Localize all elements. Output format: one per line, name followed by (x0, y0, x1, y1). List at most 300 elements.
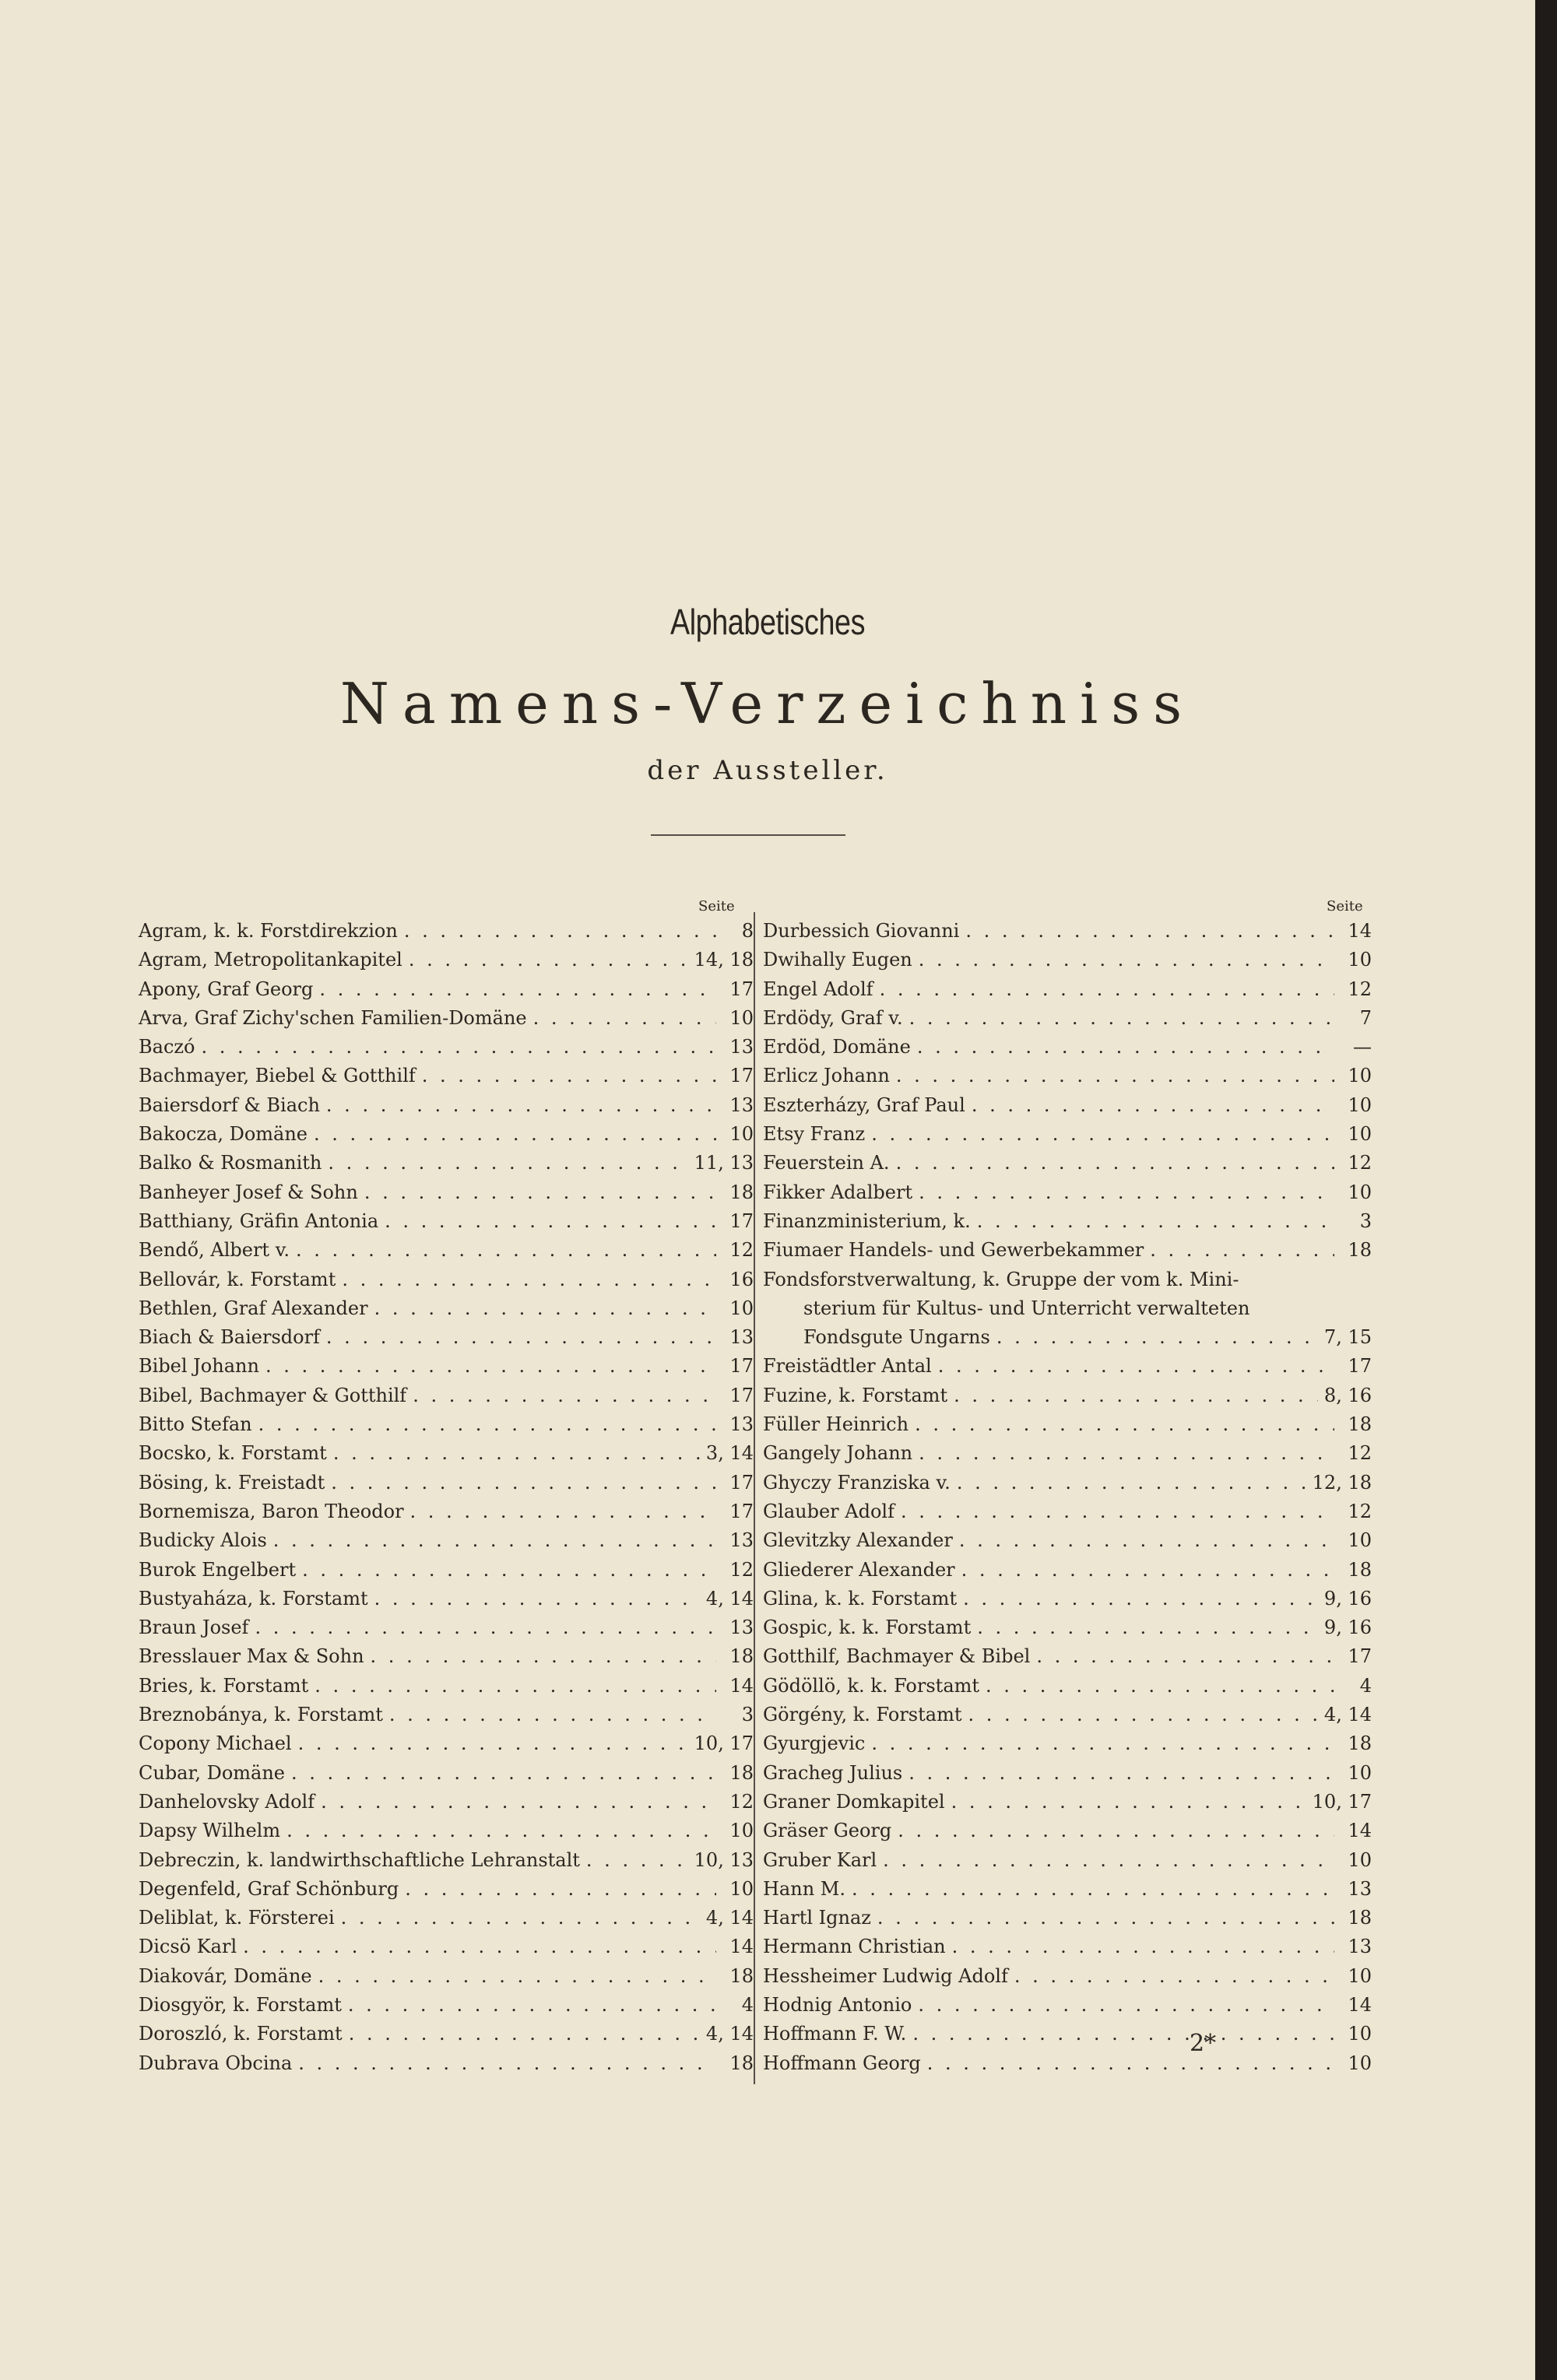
leader-dots (919, 1178, 1334, 1207)
index-entry (139, 1556, 754, 1585)
entry-page: 9, 16 (1323, 1587, 1372, 1609)
index-entry (763, 1004, 1372, 1033)
entry-page: 12 (1348, 1500, 1372, 1522)
leader-dots (255, 1613, 716, 1642)
index-entry (139, 1178, 754, 1207)
leader-dots (954, 1381, 1318, 1410)
entry-name: Bocsko, k. Forstamt (139, 1442, 327, 1465)
entry-page: 12 (729, 1239, 754, 1262)
entry-name: Erdöd, Domäne (763, 1036, 911, 1058)
index-entry (763, 1323, 1372, 1352)
entry-page: 10 (1348, 1761, 1372, 1784)
leader-dots (321, 1788, 716, 1817)
entry-name: Baczó (139, 1036, 195, 1058)
entry-name: Bitto Stefan (139, 1413, 252, 1436)
entry-name: Fondsgute Ungarns (803, 1326, 990, 1349)
entry-name: Görgény, k. Forstamt (763, 1704, 962, 1726)
index-entry (139, 2020, 754, 2048)
index-entry (139, 1381, 754, 1410)
entry-name: Bakocza, Domäne (139, 1123, 308, 1146)
left-seite-header: Seite (698, 898, 735, 914)
index-entry (763, 1556, 1372, 1585)
entry-name: Gödöllö, k. k. Forstamt (763, 1674, 980, 1697)
title-subline: der Aussteller. (647, 755, 888, 786)
entry-page: 14 (729, 1674, 754, 1697)
entry-name: Copony Michael (139, 1732, 292, 1755)
leader-dots (996, 1323, 1318, 1352)
leader-dots (302, 1556, 716, 1585)
entry-page: 18 (1348, 1732, 1372, 1755)
leader-dots (243, 1932, 716, 1961)
entry-name: Degenfeld, Graf Schönburg (139, 1877, 399, 1900)
entry-name: Bethlen, Graf Alexander (139, 1297, 368, 1319)
entry-page: 13 (729, 1617, 754, 1639)
entry-page: 10 (1348, 1529, 1372, 1552)
title-rule (651, 834, 845, 836)
leader-dots (314, 1120, 716, 1149)
entry-name: Bustyaháza, k. Forstamt (139, 1587, 368, 1609)
entry-page: 18 (729, 1964, 754, 1987)
entry-name: Cubar, Domäne (139, 1761, 286, 1784)
entry-name: Dicsö Karl (139, 1936, 237, 1958)
index-entry (139, 1323, 754, 1352)
index-entry (139, 917, 754, 946)
entry-page: 10, 17 (694, 1732, 754, 1755)
entry-name: Engel Adolf (763, 978, 873, 1000)
entry-page: 13 (729, 1036, 754, 1058)
index-entry (139, 1759, 754, 1788)
index-entry (139, 1904, 754, 1932)
entry-page: 17 (729, 1384, 754, 1406)
index-entry (139, 1294, 754, 1323)
entry-page: 10 (729, 1006, 754, 1029)
entry-page: 10 (1348, 1123, 1372, 1146)
leader-dots (957, 1469, 1306, 1497)
entry-page: 3, 14 (705, 1442, 754, 1465)
right-column (763, 917, 1372, 2078)
leader-dots (201, 1033, 716, 1062)
entry-name: Gangely Johann (763, 1442, 913, 1465)
leader-dots (286, 1817, 716, 1845)
leader-dots (326, 1323, 716, 1352)
leader-dots (919, 1439, 1334, 1468)
index-entry (139, 1846, 754, 1875)
entry-name: Hessheimer Ludwig Adolf (763, 1964, 1008, 1987)
index-entry (139, 1672, 754, 1701)
leader-dots (405, 1875, 716, 1904)
entry-page: 4, 14 (1323, 1704, 1372, 1726)
entry-name: Glina, k. k. Forstamt (763, 1587, 958, 1609)
index-entry (139, 1875, 754, 1904)
index-entry (763, 1788, 1372, 1817)
entry-name: Hodnig Antonio (763, 1993, 912, 2016)
leader-dots (331, 1469, 716, 1497)
leader-dots (296, 1236, 716, 1265)
leader-dots (901, 1497, 1334, 1526)
right-seite-header: Seite (1327, 898, 1363, 914)
entry-name: Breznobánya, k. Forstamt (139, 1704, 383, 1726)
index-entry (139, 1701, 754, 1729)
index-entry (763, 1817, 1372, 1845)
entry-page: 10 (1348, 949, 1372, 971)
index-entry (139, 1991, 754, 2020)
entry-page: 7, 15 (1323, 1326, 1372, 1349)
leader-dots (385, 1207, 716, 1236)
leader-dots (315, 1672, 716, 1701)
index-entry (763, 1091, 1372, 1120)
entry-page: 14 (1348, 920, 1372, 942)
entry-page: 10 (1348, 1848, 1372, 1871)
column-divider (754, 912, 755, 2084)
leader-dots (968, 1701, 1317, 1729)
entry-page: 12 (1348, 1152, 1372, 1174)
entry-name: Füller Heinrich (763, 1413, 909, 1436)
entry-name: Batthiany, Gräfin Antonia (139, 1209, 379, 1232)
entry-name: Deliblat, k. Försterei (139, 1907, 335, 1929)
entry-page: 10 (729, 1877, 754, 1900)
entry-name: Gräser Georg (763, 1820, 892, 1842)
entry-page: 12 (729, 1558, 754, 1581)
entry-name: Gyurgjevic (763, 1732, 866, 1755)
leader-dots (404, 917, 716, 946)
entry-page: 17 (729, 1471, 754, 1494)
leader-dots (319, 975, 716, 1004)
index-entry (139, 1149, 754, 1178)
leader-dots (374, 1294, 716, 1323)
leader-dots (919, 946, 1334, 974)
index-entry (139, 1062, 754, 1090)
entry-page: 17 (1348, 1355, 1372, 1378)
entry-page: 10 (729, 1297, 754, 1319)
leader-dots (977, 1207, 1334, 1236)
entry-name: Hermann Christian (763, 1936, 946, 1958)
leader-dots (896, 1149, 1334, 1178)
leader-dots (917, 1033, 1334, 1062)
entry-name: Danhelovsky Adolf (139, 1790, 315, 1813)
leader-dots (909, 1004, 1334, 1033)
entry-page: 14 (729, 1936, 754, 1958)
entry-page: 10 (1348, 1065, 1372, 1087)
entry-page: 18 (1348, 1558, 1372, 1581)
entry-page: 12 (1348, 1442, 1372, 1465)
entry-page: 4, 14 (705, 2023, 754, 2045)
leader-dots (273, 1526, 716, 1555)
entry-page: 7 (1359, 1006, 1372, 1029)
entry-page: 10 (1348, 1964, 1372, 1987)
leader-dots (364, 1178, 716, 1207)
index-entry (139, 1236, 754, 1265)
entry-name: Gruber Karl (763, 1848, 877, 1871)
entry-page: 11, 13 (694, 1152, 754, 1174)
index-entry (139, 1469, 754, 1497)
left-column (139, 917, 754, 2078)
leader-dots (298, 2049, 716, 2078)
entry-name: Doroszló, k. Forstamt (139, 2023, 343, 2045)
leader-dots (871, 1120, 1334, 1149)
leader-dots (986, 1672, 1334, 1701)
page-edge (1535, 0, 1557, 2380)
entry-name: Gospic, k. k. Forstamt (763, 1617, 972, 1639)
leader-dots (909, 1759, 1334, 1788)
entry-page: 18 (729, 1761, 754, 1784)
leader-dots (1245, 1265, 1365, 1294)
index-entry (139, 1033, 754, 1062)
entry-name: Dapsy Wilhelm (139, 1820, 281, 1842)
entry-page: 10 (1348, 1093, 1372, 1116)
entry-name: Bendő, Albert v. (139, 1239, 290, 1262)
entry-page: 16 (729, 1268, 754, 1290)
entry-page: 13 (1348, 1877, 1372, 1900)
entry-name: Hoffmann F. W. (763, 2023, 907, 2045)
leader-dots (871, 1729, 1334, 1758)
entry-page: 10 (729, 1820, 754, 1842)
leader-dots (1150, 1236, 1334, 1265)
leader-dots (410, 1497, 716, 1526)
leader-dots (951, 1788, 1306, 1817)
leader-dots (952, 1932, 1334, 1961)
entry-page: 10 (1348, 2052, 1372, 2074)
entry-page: 18 (729, 1181, 754, 1203)
index-entry (139, 1526, 754, 1555)
leader-dots (961, 1556, 1334, 1585)
leader-dots (291, 1759, 716, 1788)
entry-name: Diosgyör, k. Forstamt (139, 1993, 342, 2016)
entry-name: Hann M. (763, 1877, 845, 1900)
entry-name: Durbessich Giovanni (763, 920, 960, 942)
entry-page: 18 (729, 2052, 754, 2074)
leader-dots (371, 1642, 716, 1671)
leader-dots (333, 1439, 700, 1468)
entry-name: Graner Domkapitel (763, 1790, 945, 1813)
entry-page: 17 (729, 1355, 754, 1378)
entry-name: Etsy Franz (763, 1123, 866, 1146)
leader-dots (533, 1004, 716, 1033)
leader-dots (927, 2049, 1334, 2078)
entry-page: 18 (1348, 1413, 1372, 1436)
entry-page: 13 (729, 1413, 754, 1436)
leader-dots (326, 1091, 716, 1120)
entry-page: 4, 14 (705, 1907, 754, 1929)
entry-page: 10 (729, 1123, 754, 1146)
entry-name: Erdödy, Graf v. (763, 1006, 903, 1029)
entry-page: 18 (1348, 1907, 1372, 1929)
index-entry (763, 1352, 1372, 1381)
index-entry (139, 1207, 754, 1236)
entry-name: Ghyczy Franziska v. (763, 1471, 951, 1494)
index-entry (763, 1120, 1372, 1149)
index-entry (763, 1846, 1372, 1875)
leader-dots (852, 1875, 1334, 1904)
subtitle: Alphabetisches (670, 602, 866, 642)
entry-name: Fondsforstverwaltung, k. Gruppe der vom k. Mini- (763, 1268, 1239, 1290)
index-entry (139, 1497, 754, 1526)
entry-page: 13 (729, 1326, 754, 1349)
index-entry (139, 1613, 754, 1642)
leader-dots (915, 1410, 1334, 1439)
index-entry (763, 1875, 1372, 1904)
entry-name: Biach & Baiersdorf (139, 1326, 320, 1349)
leader-dots (298, 1729, 688, 1758)
entry-name: Feuerstein A. (763, 1152, 890, 1174)
index-entry (763, 1991, 1372, 2020)
index-entry (763, 1207, 1372, 1236)
entry-page: 8 (741, 920, 754, 942)
entry-name: Agram, k. k. Forstdirekzion (139, 920, 398, 942)
leader-dots (883, 1846, 1334, 1875)
entry-name: Bellovár, k. Forstamt (139, 1268, 336, 1290)
leader-dots (896, 1062, 1334, 1090)
index-entry (139, 1091, 754, 1120)
leader-dots (877, 1904, 1334, 1932)
entry-name: Diakovár, Domäne (139, 1964, 312, 1987)
leader-dots (422, 1062, 716, 1090)
entry-name: Fikker Adalbert (763, 1181, 913, 1203)
leader-dots (413, 1381, 716, 1410)
entry-name: Gracheg Julius (763, 1761, 903, 1784)
leader-dots (265, 1352, 716, 1381)
entry-page: 3 (741, 1704, 754, 1726)
entry-name: Bibel, Bachmayer & Gotthilf (139, 1384, 407, 1406)
entry-page: 8, 16 (1323, 1384, 1372, 1406)
leader-dots (938, 1352, 1334, 1381)
entry-name: Bornemisza, Baron Theodor (139, 1500, 404, 1522)
index-entry (763, 946, 1372, 974)
index-entry (763, 1149, 1372, 1178)
index-entry (139, 1729, 754, 1758)
entry-name: Erlicz Johann (763, 1065, 890, 1087)
entry-page: 12, 18 (1312, 1471, 1372, 1494)
index-entry (763, 1759, 1372, 1788)
leader-dots (328, 1149, 687, 1178)
leader-dots (898, 1817, 1334, 1845)
entry-name: Budicky Alois (139, 1529, 267, 1552)
index-entry (763, 1962, 1372, 1991)
signature-mark: 2* (1190, 2030, 1217, 2057)
index-entry (139, 1352, 754, 1381)
leader-dots (341, 1904, 700, 1932)
entry-page: 14 (1348, 1820, 1372, 1842)
index-entry (139, 1120, 754, 1149)
entry-page: 4 (741, 1993, 754, 2016)
entry-page: 10 (1348, 1181, 1372, 1203)
index-entry (139, 1642, 754, 1671)
index-entry (763, 975, 1372, 1004)
leader-dots (972, 1091, 1334, 1120)
index-entry (763, 1178, 1372, 1207)
entry-page: 10, 13 (694, 1848, 754, 1871)
leader-dots (1014, 1962, 1334, 1991)
leader-dots (977, 1613, 1318, 1642)
entry-page: 13 (729, 1093, 754, 1116)
entry-name: Eszterházy, Graf Paul (763, 1093, 965, 1116)
entry-name: Baiersdorf & Biach (139, 1093, 320, 1116)
index-entry (139, 975, 754, 1004)
entry-page: 13 (729, 1529, 754, 1552)
entry-name: Bries, k. Forstamt (139, 1674, 309, 1697)
entry-page: 10, 17 (1312, 1790, 1372, 1813)
index-entry (763, 1062, 1372, 1090)
entry-name: Bachmayer, Biebel & Gotthilf (139, 1065, 416, 1087)
leader-dots (348, 1991, 716, 2020)
leader-dots (349, 2020, 700, 2048)
entry-name: Freistädtler Antal (763, 1355, 932, 1378)
entry-name: sterium für Kultus- und Unterricht verwalteten (803, 1297, 1250, 1319)
entry-page: 18 (1348, 1239, 1372, 1262)
entry-page: 14, 18 (694, 949, 754, 971)
entry-page: 13 (1348, 1936, 1372, 1958)
entry-name: Hartl Ignaz (763, 1907, 871, 1929)
entry-page: 9, 16 (1323, 1617, 1372, 1639)
index-entry (763, 2049, 1372, 2078)
entry-page: 12 (729, 1790, 754, 1813)
leader-dots (318, 1962, 716, 1991)
entry-name: Dwihally Eugen (763, 949, 912, 971)
index-entry (763, 1642, 1372, 1671)
entry-name: Banheyer Josef & Sohn (139, 1181, 358, 1203)
entry-page: 4 (1359, 1674, 1372, 1697)
index-entry (763, 1236, 1372, 1265)
entry-name: Bresslauer Max & Sohn (139, 1645, 364, 1668)
leader-dots (965, 917, 1334, 946)
index-entry (763, 1497, 1372, 1526)
index-entry (763, 2020, 1372, 2048)
index-entry (139, 1004, 754, 1033)
index-entry (763, 1932, 1372, 1961)
index-entry (139, 1817, 754, 1845)
index-entry (139, 1585, 754, 1613)
leader-dots (409, 946, 688, 974)
index-entry (763, 1729, 1372, 1758)
entry-page: 17 (729, 1209, 754, 1232)
index-entry (763, 1410, 1372, 1439)
entry-page: 10 (1348, 2023, 1372, 2045)
index-entry (763, 1381, 1372, 1410)
entry-name: Balko & Rosmanith (139, 1152, 322, 1174)
leader-dots (918, 1991, 1334, 2020)
leader-dots (912, 2020, 1334, 2048)
entry-page: 4, 14 (705, 1587, 754, 1609)
entry-page: 17 (729, 1500, 754, 1522)
index-entry (139, 1439, 754, 1468)
leader-dots (959, 1526, 1334, 1555)
entry-name: Fiumaer Handels- und Gewerbekammer (763, 1239, 1144, 1262)
index-entry (139, 1932, 754, 1961)
entry-name: Bösing, k. Freistadt (139, 1471, 325, 1494)
entry-page: 14 (1348, 1993, 1372, 2016)
entry-name: Gotthilf, Bachmayer & Bibel (763, 1645, 1031, 1668)
entry-name: Burok Engelbert (139, 1558, 297, 1581)
entry-name: Finanzministerium, k. (763, 1209, 971, 1232)
page-title: Namens-Verzeichniss (339, 671, 1196, 736)
leader-dots (342, 1265, 716, 1294)
entry-name: Arva, Graf Zichy'schen Familien-Domäne (139, 1006, 527, 1029)
entry-name: Braun Josef (139, 1617, 249, 1639)
entry-page: 18 (729, 1645, 754, 1668)
index-entry (763, 1904, 1372, 1932)
entry-name: Apony, Graf Georg (139, 978, 314, 1000)
index-entry (763, 1672, 1372, 1701)
leader-dots (389, 1701, 716, 1729)
index-entry (139, 1265, 754, 1294)
entry-name: Gliederer Alexander (763, 1558, 955, 1581)
entry-name: Dubrava Obcina (139, 2052, 293, 2074)
index-entry (139, 1962, 754, 1991)
entry-name: Fuzine, k. Forstamt (763, 1384, 948, 1406)
leader-dots (586, 1846, 688, 1875)
entry-name: Glauber Adolf (763, 1500, 894, 1522)
index-entry (763, 1469, 1372, 1497)
leader-dots (880, 975, 1334, 1004)
